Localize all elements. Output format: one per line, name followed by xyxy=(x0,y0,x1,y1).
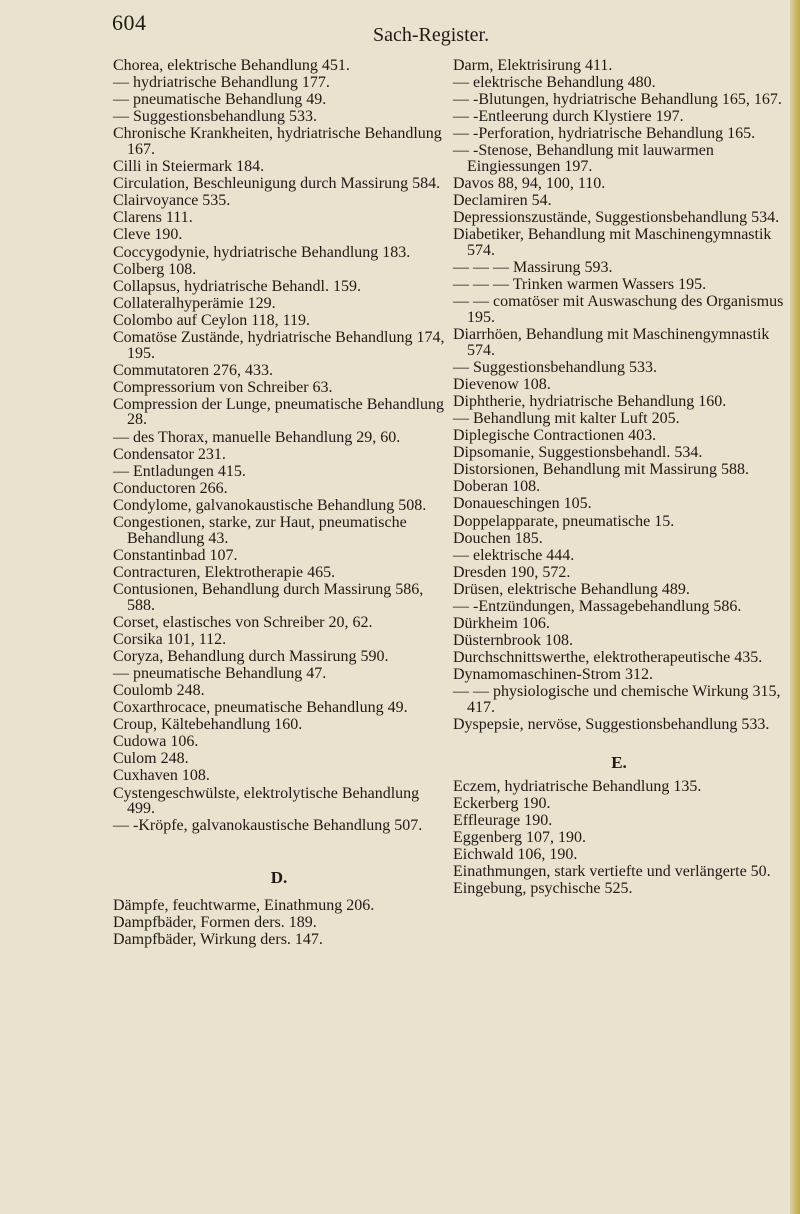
index-entry: — hydriatrische Behandlung 177. xyxy=(113,74,330,92)
entries-d xyxy=(453,58,785,733)
right-column xyxy=(453,58,785,898)
index-entry: Diabetiker, Behandlung mit Maschinengymnastik 574. xyxy=(453,226,772,260)
index-entry: Culom 248. xyxy=(113,750,189,768)
index-entry: — elektrische Behandlung 480. xyxy=(453,74,656,92)
index-entry: Condylome, galvanokaustische Behandlung 508. xyxy=(113,496,427,514)
index-entry: Coulomb 248. xyxy=(113,681,205,699)
index-entry: Depressionszustände, Suggestionsbehandlung 534. xyxy=(453,209,780,227)
index-entry: Dampfbäder, Formen ders. 189. xyxy=(113,913,317,931)
index-entry: Durchschnittswerthe, elektrotherapeutische 435. xyxy=(453,649,763,667)
index-entry: Eckerberg 190. xyxy=(453,794,551,812)
index-entry: — -Kröpfe, galvanokaustische Behandlung 507. xyxy=(113,817,423,835)
index-entry: — -Blutungen, hydriatrische Behandlung 165, 167. xyxy=(453,91,782,109)
index-entry: Cudowa 106. xyxy=(113,733,199,751)
index-entry: Colombo auf Ceylon 118, 119. xyxy=(113,311,311,329)
index-entry: Drüsen, elektrische Behandlung 489. xyxy=(453,580,690,598)
index-entry: — — physiologische und chemische Wirkung 315, 417. xyxy=(453,683,781,717)
index-entry: Declamiren 54. xyxy=(453,192,552,210)
index-entry: Effleurage 190. xyxy=(453,811,553,829)
index-entry: Eingebung, psychische 525. xyxy=(453,880,633,898)
index-entry: — -Stenose, Behandlung mit lauwarmen Eingiessungen 197. xyxy=(453,142,714,176)
index-entry: Collateralhyperämie 129. xyxy=(113,294,276,312)
index-entry: Commutatoren 276, 433. xyxy=(113,361,273,379)
index-entry: Cuxhaven 108. xyxy=(113,767,210,785)
index-entry: — Behandlung mit kalter Luft 205. xyxy=(453,409,680,427)
index-entry: Douchen 185. xyxy=(453,529,543,547)
index-entry: Dynamomaschinen-Strom 312. xyxy=(453,666,653,684)
index-entry: Constantinbad 107. xyxy=(113,546,238,564)
index-entry: — Suggestionsbehandlung 533. xyxy=(453,358,657,376)
index-entry: Corset, elastisches von Schreiber 20, 62. xyxy=(113,613,373,631)
index-entry: Diarrhöen, Behandlung mit Maschinengymnastik 574. xyxy=(453,326,770,359)
index-entry: Doppelapparate, pneumatische 15. xyxy=(453,512,675,530)
index-entry: Collapsus, hydriatrische Behandl. 159. xyxy=(113,277,361,295)
page-number: 604 xyxy=(112,10,147,35)
index-entry: — — — Massirung 593. xyxy=(453,259,613,277)
index-entry: Cleve 190. xyxy=(113,226,183,244)
index-entry: — des Thorax, manuelle Behandlung 29, 60. xyxy=(113,428,401,446)
index-entry: Dürkheim 106. xyxy=(453,615,550,633)
index-entry: Doberan 108. xyxy=(453,478,541,496)
index-entry: Colberg 108. xyxy=(113,260,197,278)
index-entry: Donaueschingen 105. xyxy=(453,495,592,513)
page-header xyxy=(0,10,790,50)
index-entry: — — — Trinken warmen Wassers 195. xyxy=(453,276,707,294)
index-entry: Dyspepsie, nervöse, Suggestionsbehandlung 533. xyxy=(453,716,770,734)
index-entry: — -Perforation, hydriatrische Behandlung 165. xyxy=(453,125,756,143)
index-entry: Dievenow 108. xyxy=(453,375,551,393)
index-entry: — pneumatische Behandlung 49. xyxy=(113,91,327,109)
index-entry: Distorsionen, Behandlung mit Massirung 588. xyxy=(453,461,749,479)
index-entry: Circulation, Beschleunigung durch Massirung 584. xyxy=(113,175,441,193)
index-entry: — elektrische 444. xyxy=(453,546,575,564)
index-entry: — -Entzündungen, Massagebehandlung 586. xyxy=(453,598,742,615)
entries-e xyxy=(453,779,785,897)
index-entry: Chronische Krankheiten, hydriatrische Behandlung 167. xyxy=(113,125,442,158)
index-entry: Condensator 231. xyxy=(113,445,226,463)
section-letter-d: D. xyxy=(270,867,288,887)
index-entry: Contusionen, Behandlung durch Massirung 586, 588. xyxy=(113,580,424,614)
index-entry: — Entladungen 415. xyxy=(113,462,246,480)
index-entry: Cilli in Steiermark 184. xyxy=(113,158,265,176)
index-entry: Düsternbrook 108. xyxy=(453,632,573,650)
index-entry: Dresden 190, 572. xyxy=(453,563,571,581)
index-entry: — -Entleerung durch Klystiere 197. xyxy=(453,108,684,126)
index-entry: Dämpfe, feuchtwarme, Einathmung 206. xyxy=(113,896,375,914)
index-entry: Dampfbäder, Wirkung ders. 147. xyxy=(113,931,323,948)
index-entry: Coxarthrocace, pneumatische Behandlung 49. xyxy=(113,699,408,717)
index-entry: — — comatöser mit Auswaschung des Organismus 195. xyxy=(453,293,784,326)
index-entry: Diplegische Contractionen 403. xyxy=(453,427,657,445)
index-entry: Chorea, elektrische Behandlung 451. xyxy=(113,57,350,74)
index-entry: Diphtherie, hydriatrische Behandlung 160. xyxy=(453,392,727,410)
index-entry: — Suggestionsbehandlung 533. xyxy=(113,108,317,126)
index-entry: Eichwald 106, 190. xyxy=(453,846,578,864)
index-entry: Clairvoyance 535. xyxy=(113,192,231,210)
left-column xyxy=(113,58,445,949)
index-entry: Congestionen, starke, zur Haut, pneumatische Behandlung 43. xyxy=(113,514,407,547)
index-entry: Davos 88, 94, 100, 110. xyxy=(453,175,606,193)
index-entry: Compressorium von Schreiber 63. xyxy=(113,378,333,396)
index-entry: Croup, Kältebehandlung 160. xyxy=(113,716,303,734)
section-letter-e: E. xyxy=(611,752,627,772)
index-entry: Cystengeschwülste, elektrolytische Behandlung 499. xyxy=(113,784,420,818)
index-entry: Compression der Lunge, pneumatische Behandlung 28. xyxy=(113,395,445,429)
index-entry: Eczem, hydriatrische Behandlung 135. xyxy=(453,777,702,795)
index-entry: Comatöse Zustände, hydriatrische Behandlung 174, 195. xyxy=(113,329,445,362)
index-entry: Coccygodynie, hydriatrische Behandlung 183. xyxy=(113,243,411,261)
index-entry: — pneumatische Behandlung 47. xyxy=(113,664,327,682)
index-entry: Eggenberg 107, 190. xyxy=(453,829,587,847)
index-entry: Coryza, Behandlung durch Massirung 590. xyxy=(113,647,389,665)
index-entry: Dipsomanie, Suggestionsbehandl. 534. xyxy=(453,444,703,462)
index-entry: Corsika 101, 112. xyxy=(113,630,227,648)
running-head: Sach-Register. xyxy=(373,24,490,46)
entries-c xyxy=(113,58,445,834)
index-entry: Darm, Elektrisirung 411. xyxy=(453,57,613,74)
page-edge xyxy=(790,0,800,1214)
entries-d-start xyxy=(113,898,445,948)
index-entry: Contracturen, Elektrotherapie 465. xyxy=(113,563,336,581)
index-entry: Conductoren 266. xyxy=(113,479,228,497)
index-entry: Einathmungen, stark vertiefte und verlängerte 50. xyxy=(453,863,771,881)
index-entry: Clarens 111. xyxy=(113,209,193,227)
